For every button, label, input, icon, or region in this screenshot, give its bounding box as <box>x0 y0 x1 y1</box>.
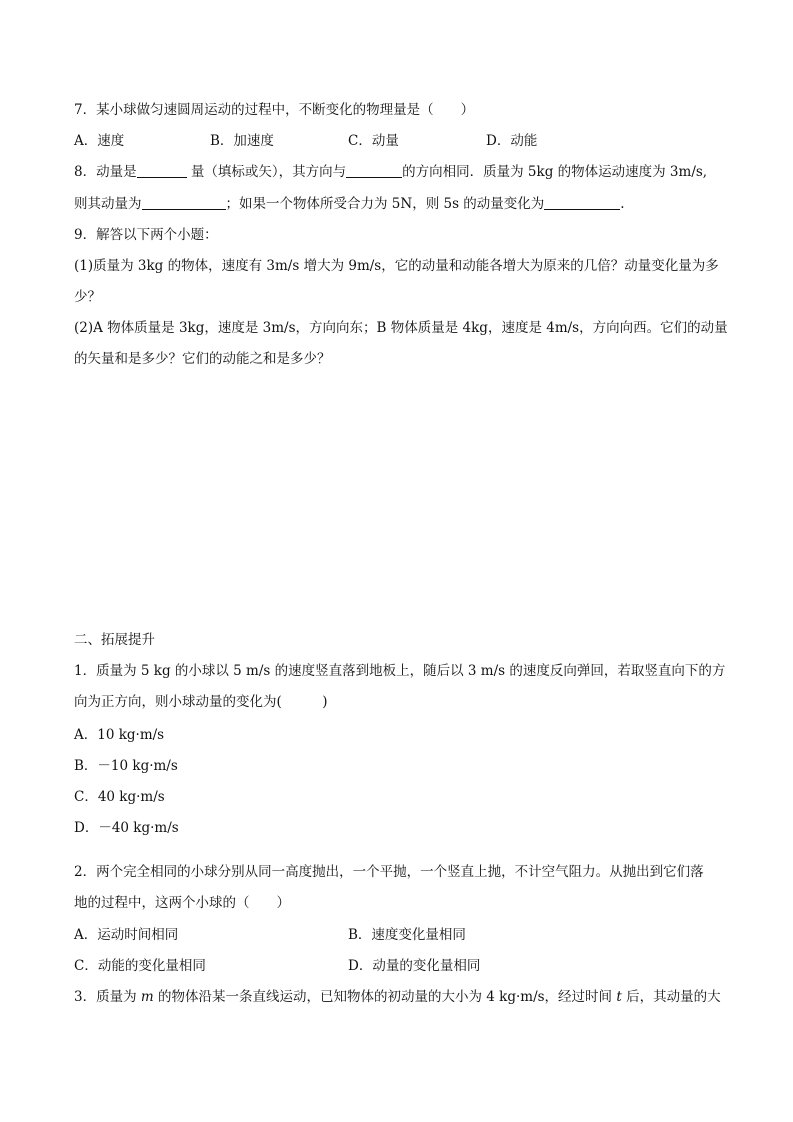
e3-text-1: 3．质量为 <box>74 989 141 1005</box>
q8-text-6: . <box>620 196 625 212</box>
e1-line2: 向为正方向，则小球动量的变化为( ) <box>74 694 328 710</box>
e2-line2: 地的过程中，这两个小球的（ ） <box>74 895 290 911</box>
q9-stem: 9．解答以下两个小题： <box>74 227 218 243</box>
q8-text-1: 8．动量是 <box>74 164 137 180</box>
q9-sub2-line1: (2)A 物体质量是 3kg，速度是 3m/s，方向向东；B 物体质量是 4kg，速度是 4m/s，方向向西。它们的动量 <box>74 320 728 336</box>
q8-text-3: 的方向相同．质量为 5kg 的物体运动速度为 3m/s, <box>402 164 708 180</box>
q8-line1 <box>74 162 724 182</box>
e3-var-m: m <box>140 989 154 1005</box>
e3-text-3: 后，其动量的大 <box>621 989 721 1005</box>
q7-option-d: D．动能 <box>486 133 538 149</box>
q7-options <box>74 131 724 151</box>
e1-option-d: D．－40 kg·m/s <box>74 820 179 836</box>
e2-option-a: A．运动时间相同 <box>74 927 179 943</box>
e1-line1: 1．质量为 5 kg 的小球以 5 m/s 的速度竖直落到地板上，随后以 3 m/s 的速度反向弹回，若取竖直向下的方 <box>74 663 726 679</box>
q7-option-b: B．加速度 <box>210 133 274 149</box>
e3-text-2: 的物体沿某一条直线运动，已知物体的初动量的大小为 4 kg·m/s，经过时间 <box>153 989 617 1005</box>
q8-blank-4 <box>544 195 620 210</box>
q8-blank-2 <box>346 163 402 178</box>
e2-options-row1 <box>74 925 724 945</box>
e2-line1: 2．两个完全相同的小球分别从同一高度抛出，一个平抛，一个竖直上抛，不计空气阻力。从抛出到它们落 <box>74 864 704 880</box>
q8-text-4: 则其动量为 <box>74 196 142 212</box>
e2-option-d: D．动量的变化量相同 <box>348 958 481 974</box>
q8-blank-3 <box>142 195 226 210</box>
q9-sub2-line2: 的矢量和是多少？它们的动能之和是多少？ <box>74 351 331 367</box>
q7-option-c: C．动量 <box>348 133 399 149</box>
e3-var-t: t <box>616 989 622 1005</box>
q8-line2 <box>74 194 724 214</box>
e2-option-b: B．速度变化量相同 <box>348 927 466 943</box>
q8-text-5: ；如果一个物体所受合力为 5N，则 5s 的动量变化为 <box>225 196 545 212</box>
q7-stem: 7．某小球做匀速圆周运动的过程中，不断变化的物理量是（ ） <box>74 102 475 118</box>
e2-option-c: C．动能的变化量相同 <box>74 958 206 974</box>
section-heading: 二、拓展提升 <box>74 632 155 648</box>
q7-option-a: A．速度 <box>74 133 125 149</box>
e2-options-row2 <box>74 956 724 976</box>
q9-sub1-line1: (1)质量为 3kg 的物体，速度有 3m/s 增大为 9m/s，它的动量和动能各增大为原来的几倍？动量变化量为多 <box>74 258 719 274</box>
e1-option-a: A．10 kg·m/s <box>74 727 165 743</box>
q8-blank-1 <box>137 163 187 178</box>
e3-line1 <box>74 987 724 1007</box>
e1-option-b: B．－10 kg·m/s <box>74 758 178 774</box>
q8-text-2: 量（填标或矢），其方向与 <box>190 164 347 180</box>
q9-sub1-line2: 少？ <box>74 289 101 305</box>
e1-option-c: C．40 kg·m/s <box>74 789 165 805</box>
